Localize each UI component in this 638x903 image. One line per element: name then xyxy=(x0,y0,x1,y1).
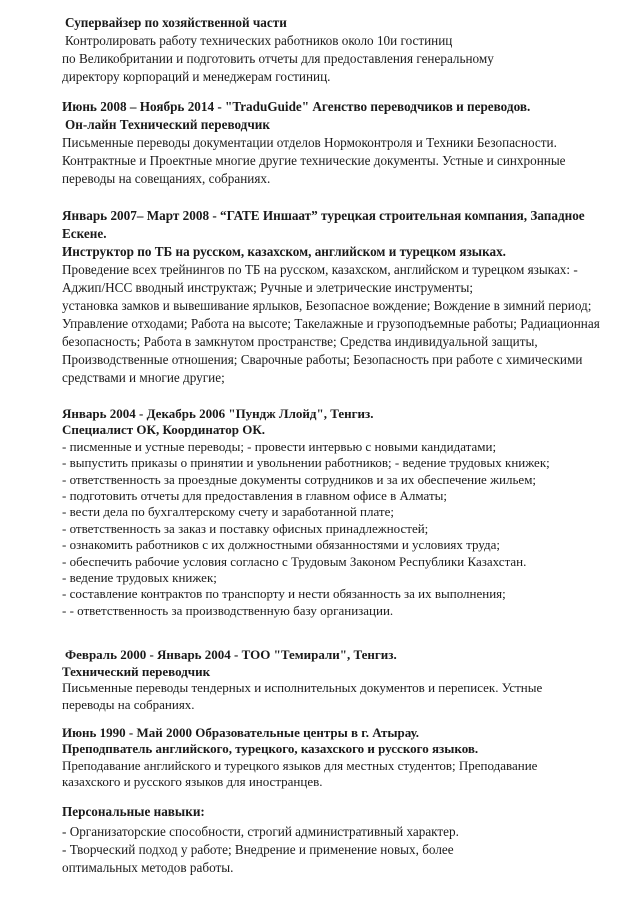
duty-item: - выпустить приказы о принятии и увольнении работников; - ведение трудовых книжек; xyxy=(62,455,550,471)
body-line: Контрактные и Проектные многие другие технические документы. Устные и синхронные xyxy=(62,153,566,168)
skill-item: оптимальных методов работы. xyxy=(62,859,234,875)
job-period: Январь 2007– Март 2008 - “ГАТЕ Иншаат” турецкая строительная компания, Западное xyxy=(62,208,585,223)
job-period: Июнь 1990 - Май 2000 Образовательные центры в г. Атырау. xyxy=(62,724,420,740)
section-heading: Персональные навыки: xyxy=(62,803,205,819)
body-line: переводы на собраниях. xyxy=(62,696,195,712)
job-role: Преподпватель английского, турецкого, казахского и русского языков. xyxy=(62,741,479,757)
body-line: Письменные переводы тендерных и исполнительных документов и переписек. Устные xyxy=(62,680,543,696)
duty-item: - обеспечить рабочие условия согласно с Трудовым Законом Республики Казахстан. xyxy=(62,553,527,569)
body-line: директору корпораций и менеджерам гостиниц. xyxy=(62,69,331,84)
section-punj-lloyd xyxy=(62,406,602,619)
section-personal-skills xyxy=(62,803,602,877)
body-line: Контролировать работу технических работников около 10и гостиниц xyxy=(65,33,453,48)
duty-item: - ответственность за заказ и поставку офисных принадлежностей; xyxy=(62,520,429,536)
job-role: Специалист ОК, Координатор ОК. xyxy=(62,422,266,438)
job-period: Ескене. xyxy=(62,226,107,241)
section-housekeeping-supervisor xyxy=(62,14,602,86)
job-title: Супервайзер по хозяйственной части xyxy=(65,15,287,30)
body-line: Письменные переводы документации отделов Нормоконтроля и Техники Безопасности. xyxy=(62,135,557,150)
body-line: Аджип/НСС вводный инструктаж; Ручные и элетрические инструменты; xyxy=(62,280,474,295)
job-period: Февраль 2000 - Январь 2004 - ТОО "Темирали", Тенгиз. xyxy=(65,647,397,663)
body-line: переводы на совещаниях, собраниях. xyxy=(62,171,271,186)
skill-item: - Творческий подход у работе; Внедрение и применение новых, более xyxy=(62,841,454,857)
body-line: средствами и многие другие; xyxy=(62,370,225,385)
resume-page xyxy=(62,14,602,877)
job-period: Июнь 2008 – Ноябрь 2014 - "TraduGuide" Агенство переводчиков и переводов. xyxy=(62,99,531,114)
body-line: безопасность; Работа в замкнутом пространстве; Средства индивидуальной защиты, xyxy=(62,334,538,349)
duty-item: - подготовить отчеты для предоставления в главном офисе в Алматы; xyxy=(62,488,447,504)
section-temirali xyxy=(62,647,602,713)
section-education-centers xyxy=(62,725,602,791)
job-role: Он-лайн Технический переводчик xyxy=(65,117,270,132)
section-traduguide xyxy=(62,98,602,188)
section-gate-insaat xyxy=(62,207,602,387)
body-line: Управление отходами; Работа на высоте; Такелажные и грузоподъемные работы; Радиационная xyxy=(62,316,600,331)
duty-item: - писменные и устные переводы; - провести интервью с новыми кандидатами; xyxy=(62,438,497,454)
job-period: Январь 2004 - Декабрь 2006 "Пундж Ллойд", Тенгиз. xyxy=(62,406,374,421)
job-role: Технический переводчик xyxy=(62,663,211,679)
duty-item: - составление контрактов по транспорту и нести обязанность за их выполнения; xyxy=(62,586,506,602)
body-line: казахского и русского языков для иностранцев. xyxy=(62,774,323,790)
job-role: Инструктор по ТБ на русском, казахском, английском и турецком языках. xyxy=(62,244,506,259)
body-line: Проведение всех трейнингов по ТБ на русском, казахском, английском и турецком языках: - xyxy=(62,262,578,277)
skill-item: - Организаторские способности, строгий административный характер. xyxy=(62,823,459,839)
body-line: Преподавание английского и турецкого языков для местных студентов; Преподавание xyxy=(62,757,538,773)
duty-item: - вести дела по бухгалтерскому счету и заработанной плате; xyxy=(62,504,394,520)
body-line: по Великобритании и подготовить отчеты для предоставления генеральному xyxy=(62,51,494,66)
duty-item: - ответственность за проездные документы сотрудников и за их обеспечение жильем; xyxy=(62,471,537,487)
duty-item: - ознакомить работников с их должностными обязанностями и условиях труда; xyxy=(62,537,500,553)
duty-item: - ведение трудовых книжек; xyxy=(62,570,217,586)
body-line: Производственные отношения; Сварочные работы; Безопасность при работе с химическими xyxy=(62,352,583,367)
body-line: установка замков и вывешивание ярлыков, Безопасное вождение; Вождение в зимний период; xyxy=(62,298,592,313)
duty-item: - - ответственность за производственную базу организации. xyxy=(62,602,394,618)
